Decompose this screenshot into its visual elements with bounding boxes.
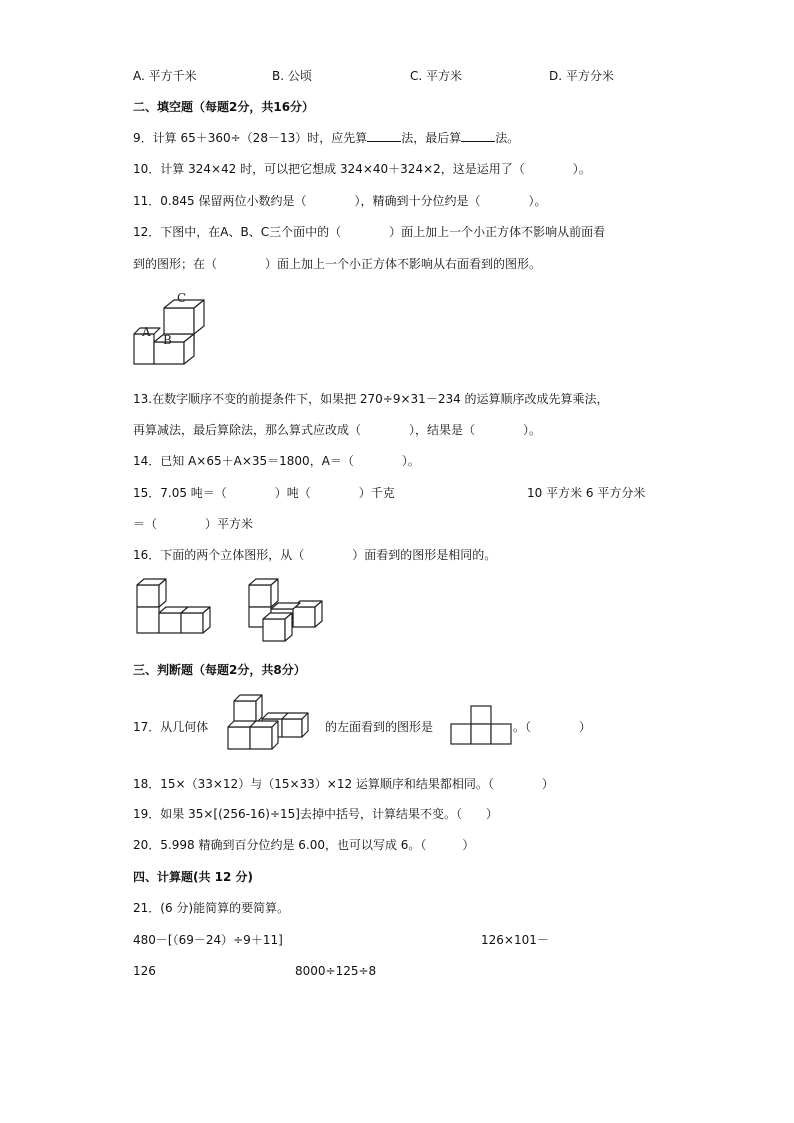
question-20: 20．5.998 精确到百分位约是 6.00，也可以写成 6。（ ） bbox=[133, 838, 475, 852]
option-b: B. 公顷 bbox=[272, 69, 312, 83]
q17-solid-figure bbox=[224, 693, 314, 753]
q9-blank-1 bbox=[367, 130, 401, 142]
q16-figure-left bbox=[133, 575, 223, 640]
cube-c bbox=[164, 300, 204, 334]
q21-expr2: 126×101－ bbox=[481, 933, 549, 947]
option-a: A. 平方千米 bbox=[133, 69, 197, 83]
question-17-prefix: 17．从几何体 bbox=[133, 720, 209, 734]
q9-mid: 法，最后算 bbox=[401, 131, 462, 145]
question-21: 21．(6 分)能简算的要简算。 bbox=[133, 901, 290, 915]
q9-end: 法。 bbox=[495, 131, 520, 145]
question-19: 19．如果 35×[(256-16)÷15]去掉中括号，计算结果不变。（ ） bbox=[133, 807, 498, 821]
q9-text: 9．计算 65＋360÷（28－13）时，应先算 bbox=[133, 131, 368, 145]
question-9 bbox=[133, 130, 519, 146]
q21-expr2-cont: 126 bbox=[133, 964, 156, 978]
cube-b bbox=[154, 334, 194, 364]
section4-title: 四、计算题(共 12 分) bbox=[133, 870, 254, 884]
question-13-line1: 13.在数字顺序不变的前提条件下，如果把 270÷9×31－234 的运算顺序改成先算乘法， bbox=[133, 392, 609, 406]
label-c: C bbox=[177, 291, 187, 305]
label-a: A bbox=[142, 325, 151, 339]
q16-figure-right bbox=[245, 575, 340, 645]
q12-cube-figure bbox=[128, 290, 208, 370]
question-12-line1: 12．下图中，在A、B、C三个面中的（ ）面上加上一个小正方体不影响从前面看 bbox=[133, 225, 606, 239]
question-14: 14．已知 A×65＋A×35＝1800，A＝（ ）。 bbox=[133, 454, 420, 468]
question-15-line2: ＝（ ）平方米 bbox=[133, 517, 254, 531]
question-15-part1: 15．7.05 吨＝（ ）吨（ ）千克 bbox=[133, 486, 395, 500]
q17-left-view bbox=[449, 704, 519, 750]
question-12-line2: 到的图形；在（ ）面上加上一个小正方体不影响从右面看到的图形。 bbox=[133, 257, 542, 271]
question-16: 16．下面的两个立体图形，从（ ）面看到的图形是相同的。 bbox=[133, 548, 497, 562]
q9-blank-2 bbox=[461, 130, 495, 142]
question-11: 11．0.845 保留两位小数约是（ ），精确到十分位约是（ ）。 bbox=[133, 194, 547, 208]
question-13-line2: 再算减法，最后算除法，那么算式应改成（ ），结果是（ ）。 bbox=[133, 423, 542, 437]
option-c: C. 平方米 bbox=[410, 69, 463, 83]
question-17-mid: 的左面看到的图形是 bbox=[325, 720, 434, 734]
q21-expr3: 8000÷125÷8 bbox=[295, 964, 377, 978]
question-10: 10．计算 324×42 时，可以把它想成 324×40＋324×2，这是运用了（ ）。 bbox=[133, 162, 591, 176]
question-15-part2: 10 平方米 6 平方分米 bbox=[527, 486, 646, 500]
section2-title: 二、填空题（每题2分，共16分） bbox=[133, 100, 315, 114]
q21-expr1: 480－[（69－24）÷9＋11] bbox=[133, 933, 283, 947]
question-17-end: 。（ ） bbox=[513, 720, 592, 734]
question-18: 18．15×（33×12）与（15×33）×12 运算顺序和结果都相同。（ ） bbox=[133, 777, 554, 791]
option-d: D. 平方分米 bbox=[549, 69, 614, 83]
label-b: B bbox=[163, 333, 172, 347]
section3-title: 三、判断题（每题2分，共8分） bbox=[133, 663, 306, 677]
